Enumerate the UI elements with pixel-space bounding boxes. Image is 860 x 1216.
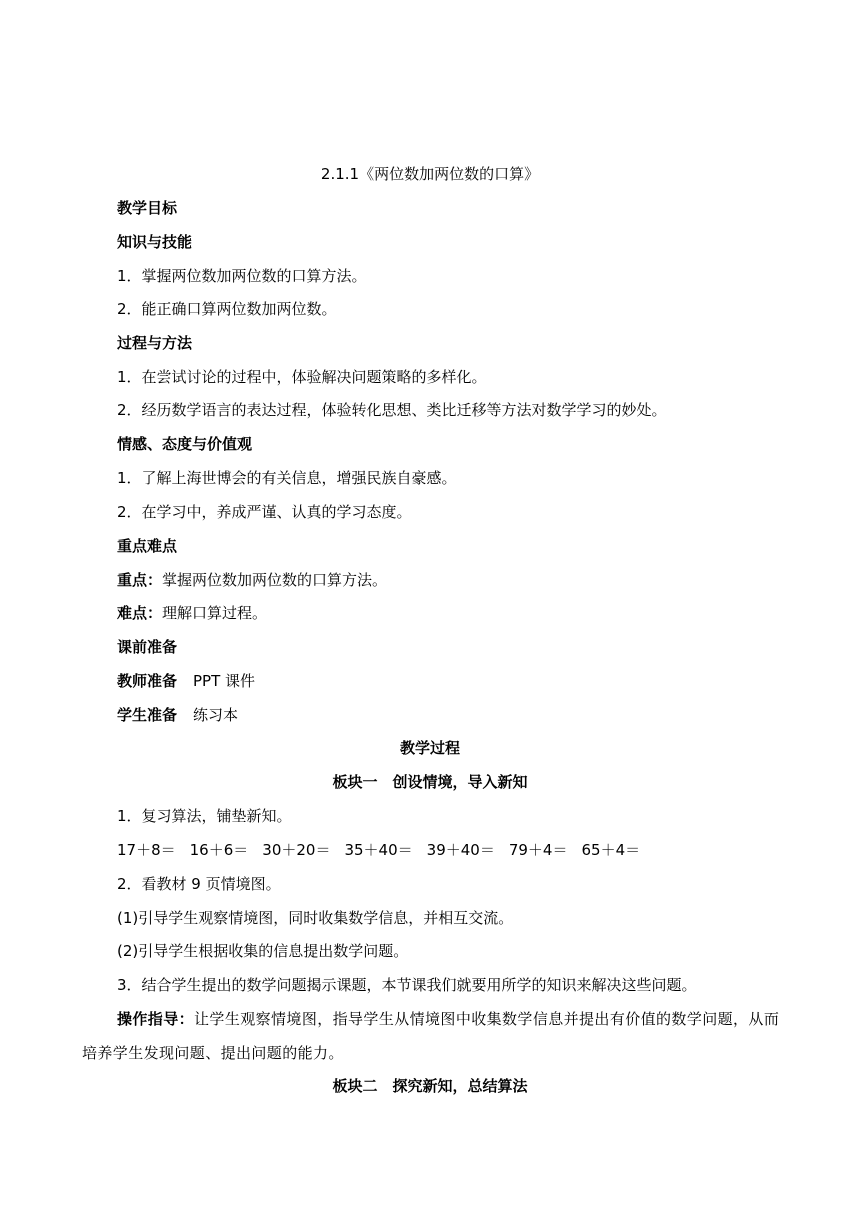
section2-heading: 板块二 探究新知，总结算法 <box>332 1077 528 1095</box>
student-prep-label: 学生准备 <box>117 706 178 724</box>
teacher-prep-label: 教师准备 <box>117 672 178 690</box>
operation-guide-text: 让学生观察情境图，指导学生从情境图中收集数学信息并提出有价值的数学问题，从而培养学生发现问题、提出问题的能力。 <box>82 1010 780 1062</box>
equation: 79＋4＝ <box>508 841 568 859</box>
heading-emotion-values: 情感、态度与价值观 <box>117 435 253 453</box>
section1-sub-1: (1)引导学生观察情境图，同时收集数学信息，并相互交流。 <box>117 909 514 927</box>
equation: 35＋40＝ <box>344 841 413 859</box>
equation: 39＋40＝ <box>426 841 495 859</box>
equation: 30＋20＝ <box>262 841 331 859</box>
difficult-point-text: 理解口算过程。 <box>162 604 268 622</box>
review-equations <box>117 840 778 860</box>
equation: 17＋8＝ <box>117 841 176 859</box>
section1-item-2: 2．看教材 9 页情境图。 <box>117 875 281 893</box>
difficult-point-line <box>117 603 778 623</box>
emotion-item-2: 2．在学习中，养成严谨、认真的学习态度。 <box>117 503 412 521</box>
heading-process-methods: 过程与方法 <box>117 334 193 352</box>
document-title: 2.1.1《两位数加两位数的口算》 <box>320 165 540 183</box>
section1-sub-2: (2)引导学生根据收集的信息提出数学问题。 <box>117 942 409 960</box>
operation-guide-label: 操作指导： <box>117 1010 195 1028</box>
student-prep-text: 练习本 <box>193 706 239 724</box>
heading-preparation: 课前准备 <box>117 638 178 656</box>
emotion-item-1: 1．了解上海世博会的有关信息，增强民族自豪感。 <box>117 469 457 487</box>
process-item-2: 2．经历数学语言的表达过程，体验转化思想、类比迁移等方法对数学学习的妙处。 <box>117 401 667 419</box>
section1-heading: 板块一 创设情境，导入新知 <box>332 773 528 791</box>
heading-teaching-process: 教学过程 <box>399 739 460 757</box>
section1-item-1: 1．复习算法，铺垫新知。 <box>117 807 292 825</box>
equation: 16＋6＝ <box>189 841 249 859</box>
knowledge-item-2: 2．能正确口算两位数加两位数。 <box>117 300 337 318</box>
key-point-line <box>117 570 778 590</box>
teacher-prep-line <box>117 671 778 691</box>
operation-guide-paragraph <box>82 1002 782 1070</box>
heading-knowledge-skills: 知识与技能 <box>117 233 193 251</box>
equation: 65＋4＝ <box>581 841 641 859</box>
knowledge-item-1: 1．掌握两位数加两位数的口算方法。 <box>117 267 367 285</box>
heading-key-points: 重点难点 <box>117 537 178 555</box>
teacher-prep-text: PPT 课件 <box>193 672 256 690</box>
student-prep-line <box>117 705 778 725</box>
difficult-point-label: 难点： <box>117 604 163 622</box>
process-item-1: 1．在尝试讨论的过程中，体验解决问题策略的多样化。 <box>117 368 487 386</box>
section1-item-3: 3．结合学生提出的数学问题揭示课题，本节课我们就要用所学的知识来解决这些问题。 <box>117 976 697 994</box>
key-point-text: 掌握两位数加两位数的口算方法。 <box>162 571 388 589</box>
key-point-label: 重点： <box>117 571 163 589</box>
heading-objectives: 教学目标 <box>117 199 178 217</box>
